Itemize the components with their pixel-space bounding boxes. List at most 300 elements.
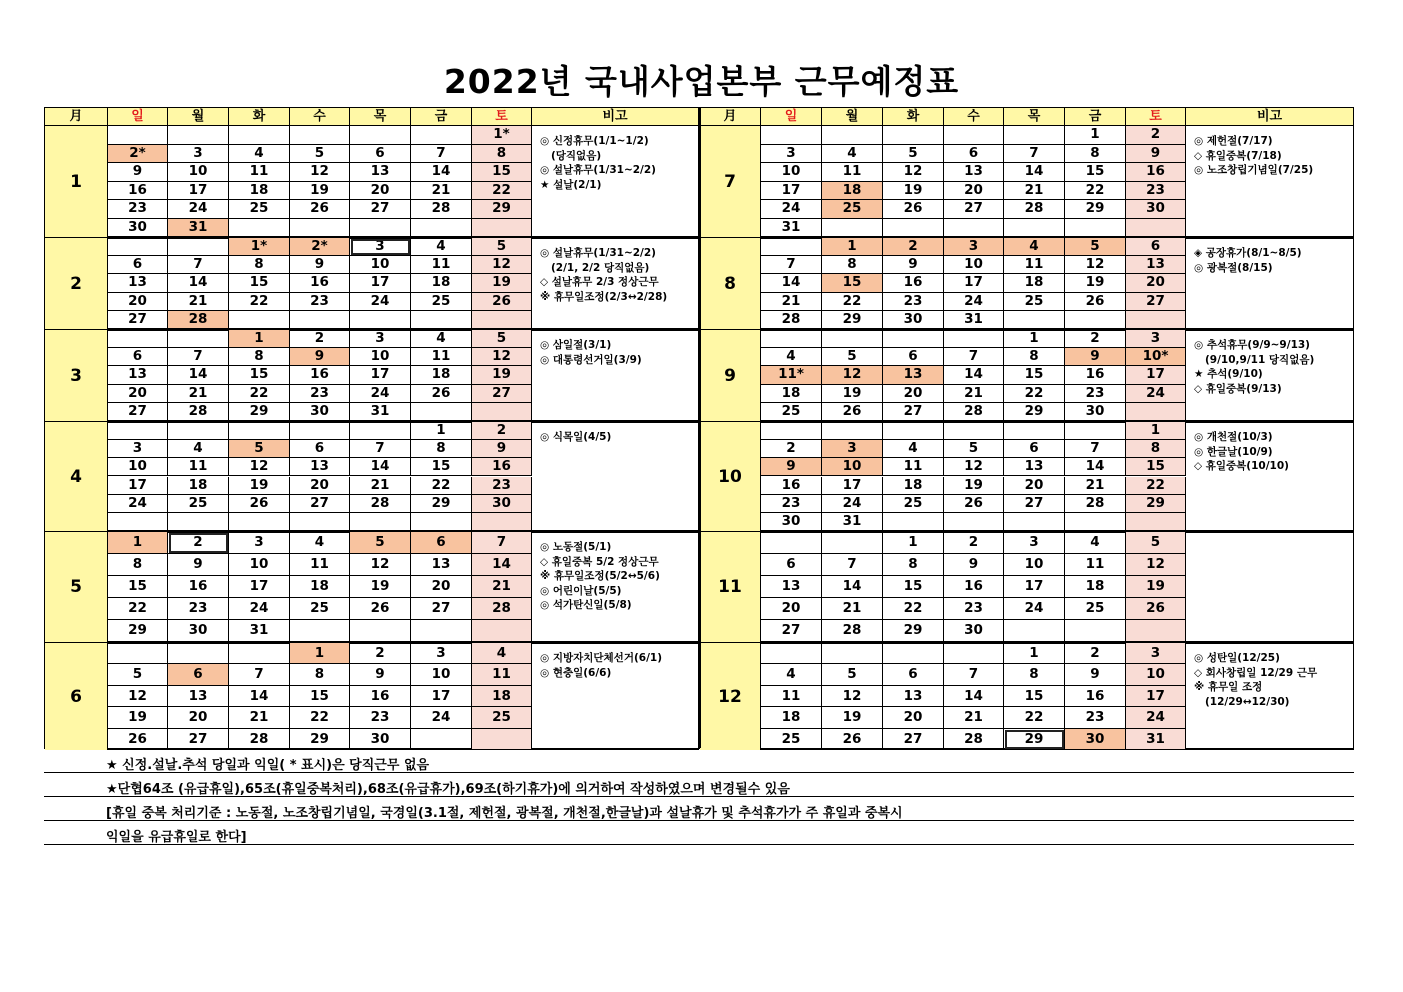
empty-cell [290,620,350,642]
day-cell: 27 [1004,495,1065,513]
day-cell: 17 [1126,686,1186,707]
day-cell: 8 [472,145,532,164]
day-cell: 6 [883,348,944,366]
day-cell: 4 [822,145,883,164]
day-cell: 13 [108,366,168,384]
day-cell: 22 [883,598,944,620]
header-fri-left: 금 [411,108,472,126]
day-cell: 23 [761,495,822,513]
day-cell: 28 [944,729,1004,750]
day-cell: 9 [761,458,822,476]
header-mon-right: 월 [822,108,883,126]
day-cell: 14 [822,576,883,598]
day-cell: 14 [168,274,229,292]
empty-cell [108,330,168,348]
day-cell: 2 [350,643,411,664]
day-cell: 5 [472,330,532,348]
day-cell: 6 [108,256,168,274]
day-cell: 30 [108,219,168,238]
day-cell: 20 [108,385,168,403]
day-cell: 13 [290,458,350,476]
day-cell: 21 [761,293,822,311]
empty-cell [1004,219,1065,238]
day-cell: 17 [411,686,472,707]
day-cell: 9 [472,440,532,458]
day-cell: 15 [1126,458,1186,476]
day-cell: 22 [411,477,472,495]
empty-cell [1126,403,1186,421]
empty-cell [229,311,290,329]
empty-cell [822,532,883,554]
day-cell: 7 [472,532,532,554]
day-cell: 26 [1065,293,1126,311]
day-cell: 25 [761,729,822,750]
empty-cell [290,311,350,329]
day-cell: 1* [472,126,532,145]
day-cell: 16 [1065,686,1126,707]
day-cell: 18 [1065,576,1126,598]
day-cell: 18 [822,182,883,201]
footer-line-1: ★ 신정.설날.추석 당일과 익일( * 표시)은 당직근무 없음 [106,758,430,773]
month-label-1: 1 [45,126,108,237]
day-cell: 24 [350,293,411,311]
header-sat-right: 토 [1126,108,1186,126]
header-mon-left: 월 [168,108,229,126]
day-cell: 29 [883,620,944,642]
day-cell: 27 [944,200,1004,219]
day-cell: 27 [1126,293,1186,311]
day-cell: 24 [350,385,411,403]
day-cell: 20 [883,385,944,403]
empty-cell [761,238,822,256]
day-cell: 13 [1126,256,1186,274]
day-cell: 13 [883,366,944,384]
day-cell: 16 [290,366,350,384]
day-cell: 26 [822,403,883,421]
day-cell: 6 [1126,238,1186,256]
day-cell: 25 [290,598,350,620]
day-cell: 23 [290,385,350,403]
day-cell: 20 [350,182,411,201]
day-cell: 21 [168,385,229,403]
day-cell: 18 [761,385,822,403]
day-cell: 30 [761,513,822,531]
day-cell: 5 [108,664,168,685]
footer-row [44,750,1354,773]
empty-cell [350,219,411,238]
day-cell: 1 [883,532,944,554]
day-cell: 25 [822,200,883,219]
day-cell: 28 [411,200,472,219]
day-cell: 26 [883,200,944,219]
day-cell: 10 [411,664,472,685]
empty-cell [411,311,472,329]
empty-cell [229,219,290,238]
day-cell: 16 [290,274,350,292]
day-cell: 4 [761,348,822,366]
empty-cell [944,643,1004,664]
day-cell: 7 [761,256,822,274]
day-cell: 25 [883,495,944,513]
day-cell: 16 [761,477,822,495]
day-cell: 21 [944,707,1004,728]
empty-cell [168,422,229,440]
day-cell: 16 [1126,163,1186,182]
day-cell: 27 [350,200,411,219]
day-cell: 11 [229,163,290,182]
header-note-left: 비고 [532,108,699,126]
day-cell: 14 [1065,458,1126,476]
day-cell: 9 [290,256,350,274]
empty-cell [822,422,883,440]
day-cell: 7 [1065,440,1126,458]
day-cell: 26 [944,495,1004,513]
day-cell: 7 [1004,145,1065,164]
day-cell: 19 [883,182,944,201]
day-cell: 28 [944,403,1004,421]
day-cell: 20 [290,477,350,495]
empty-cell [1004,620,1065,642]
day-cell: 28 [472,598,532,620]
day-cell: 23 [944,598,1004,620]
month-notes-3: ◎ 삼일절(3/1) ◎ 대통령선거일(3/9) [532,330,699,421]
day-cell: 18 [168,477,229,495]
day-cell: 28 [822,620,883,642]
empty-cell [1004,513,1065,531]
day-cell: 14 [168,366,229,384]
month-label-2: 2 [45,238,108,329]
day-cell: 9 [1126,145,1186,164]
day-cell: 23 [883,293,944,311]
day-cell: 2* [290,238,350,256]
empty-cell [472,403,532,421]
day-cell: 10 [822,458,883,476]
month-label-12: 12 [700,643,761,750]
day-cell: 24 [411,707,472,728]
empty-cell [883,422,944,440]
month-label-6: 6 [45,643,108,750]
empty-cell [1004,126,1065,145]
day-cell: 5 [822,348,883,366]
month-label-7: 7 [700,126,761,237]
day-cell: 22 [822,293,883,311]
day-cell: 10 [761,163,822,182]
day-cell: 31 [1126,729,1186,750]
day-cell: 8 [229,348,290,366]
day-cell: 6 [290,440,350,458]
day-cell: 20 [168,707,229,728]
empty-cell [822,126,883,145]
day-cell: 1 [822,238,883,256]
day-cell: 19 [290,182,350,201]
day-cell: 9 [1065,348,1126,366]
month-notes-9: ◎ 추석휴무(9/9~9/13) (9/10,9/11 당직없음) ★ 추석(9/10) ◇ 휴일중복(9/13) [1186,330,1354,421]
day-cell: 12 [290,163,350,182]
day-cell: 23 [1065,707,1126,728]
empty-cell [411,219,472,238]
day-cell: 29 [1065,200,1126,219]
day-cell: 18 [761,707,822,728]
day-cell: 19 [108,707,168,728]
empty-cell [1126,620,1186,642]
day-cell: 16 [1065,366,1126,384]
day-cell: 31 [229,620,290,642]
day-cell: 10 [350,348,411,366]
header-sun-left: 일 [108,108,168,126]
day-cell: 1 [1004,330,1065,348]
day-cell: 23 [108,200,168,219]
day-cell: 28 [350,495,411,513]
month-label-9: 9 [700,330,761,421]
day-cell: 8 [822,256,883,274]
day-cell: 7 [168,348,229,366]
month-label-10: 10 [700,422,761,531]
day-cell: 4 [761,664,822,685]
day-cell: 15 [108,576,168,598]
day-cell: 28 [1065,495,1126,513]
day-cell: 31 [822,513,883,531]
empty-cell [411,513,472,531]
day-cell: 2 [472,422,532,440]
day-cell: 2 [1065,330,1126,348]
day-cell: 4 [472,643,532,664]
empty-cell [761,126,822,145]
day-cell: 29 [290,729,350,750]
day-cell: 21 [472,576,532,598]
empty-cell [822,330,883,348]
day-cell: 22 [108,598,168,620]
day-cell: 15 [290,686,350,707]
day-cell: 28 [1004,200,1065,219]
day-cell: 3 [229,532,290,554]
empty-cell [883,126,944,145]
footer-row [44,822,1354,845]
day-cell: 17 [1126,366,1186,384]
month-label-3: 3 [45,330,108,421]
day-cell: 22 [1126,477,1186,495]
day-cell: 19 [1126,576,1186,598]
day-cell: 27 [883,403,944,421]
day-cell: 7 [944,348,1004,366]
empty-cell [168,643,229,664]
empty-cell [350,620,411,642]
month-notes-11 [1186,532,1354,642]
day-cell: 21 [1004,182,1065,201]
day-cell: 18 [411,366,472,384]
day-cell: 22 [229,293,290,311]
day-cell: 22 [229,385,290,403]
day-cell: 11 [290,554,350,576]
day-cell: 13 [350,163,411,182]
day-cell: 15 [883,576,944,598]
day-cell: 27 [761,620,822,642]
empty-cell [1126,311,1186,329]
day-cell: 26 [472,293,532,311]
day-cell: 16 [472,458,532,476]
day-cell: 1 [108,532,168,554]
day-cell: 27 [108,311,168,329]
day-cell: 3 [168,145,229,164]
day-cell: 15 [229,366,290,384]
month-label-4: 4 [45,422,108,531]
day-cell: 3 [761,145,822,164]
day-cell: 18 [411,274,472,292]
day-cell: 8 [290,664,350,685]
empty-cell [472,219,532,238]
empty-cell [1004,311,1065,329]
month-notes-8: ◈ 공장휴가(8/1~8/5) ◎ 광복절(8/15) [1186,238,1354,329]
day-cell: 17 [1004,576,1065,598]
empty-cell [761,532,822,554]
day-cell: 2 [761,440,822,458]
day-cell: 24 [168,200,229,219]
day-cell: 2 [290,330,350,348]
empty-cell [108,238,168,256]
day-cell: 28 [168,311,229,329]
day-cell: 9 [350,664,411,685]
day-cell: 3 [108,440,168,458]
day-cell: 3 [350,330,411,348]
day-cell: 20 [1126,274,1186,292]
day-cell: 24 [1126,385,1186,403]
day-cell: 8 [108,554,168,576]
day-cell: 26 [108,729,168,750]
day-cell: 17 [350,366,411,384]
day-cell: 29 [411,495,472,513]
work-schedule-calendar [44,107,1354,749]
day-cell: 21 [944,385,1004,403]
empty-cell [229,126,290,145]
empty-cell [350,422,411,440]
day-cell: 6 [1004,440,1065,458]
day-cell: 11 [822,163,883,182]
day-cell: 1* [229,238,290,256]
day-cell: 3 [350,238,411,256]
day-cell: 22 [472,182,532,201]
day-cell: 18 [229,182,290,201]
month-label-5: 5 [45,532,108,642]
day-cell: 5 [290,145,350,164]
header-month-left: 月 [45,108,108,126]
day-cell: 28 [168,403,229,421]
day-cell: 20 [944,182,1004,201]
day-cell: 21 [168,293,229,311]
day-cell: 8 [411,440,472,458]
day-cell: 23 [350,707,411,728]
day-cell: 14 [411,163,472,182]
day-cell: 20 [1004,477,1065,495]
day-cell: 7 [822,554,883,576]
day-cell: 10 [168,163,229,182]
day-cell: 9 [944,554,1004,576]
day-cell: 15 [472,163,532,182]
day-cell: 12 [1065,256,1126,274]
day-cell: 23 [1065,385,1126,403]
day-cell: 17 [761,182,822,201]
day-cell: 2 [1126,126,1186,145]
day-cell: 13 [1004,458,1065,476]
day-cell: 29 [1004,403,1065,421]
day-cell: 5 [229,440,290,458]
day-cell: 6 [883,664,944,685]
empty-cell [411,126,472,145]
header-month-right: 月 [700,108,761,126]
day-cell: 9 [108,163,168,182]
day-cell: 16 [350,686,411,707]
day-cell: 29 [229,403,290,421]
day-cell: 25 [168,495,229,513]
empty-cell [350,311,411,329]
day-cell: 14 [761,274,822,292]
empty-cell [290,513,350,531]
footer-row [44,798,1354,821]
day-cell: 11* [761,366,822,384]
day-cell: 21 [822,598,883,620]
day-cell: 3 [1004,532,1065,554]
day-cell: 19 [822,707,883,728]
day-cell: 16 [944,576,1004,598]
day-cell: 10 [944,256,1004,274]
day-cell: 19 [944,477,1004,495]
day-cell: 30 [350,729,411,750]
day-cell: 24 [1004,598,1065,620]
day-cell: 2 [1065,643,1126,664]
day-cell: 24 [761,200,822,219]
header-note-right: 비고 [1186,108,1354,126]
empty-cell [1004,422,1065,440]
day-cell: 19 [229,477,290,495]
day-cell: 12 [1126,554,1186,576]
header-sun-right: 일 [761,108,822,126]
empty-cell [944,219,1004,238]
day-cell: 24 [229,598,290,620]
day-cell: 17 [822,477,883,495]
day-cell: 4 [1004,238,1065,256]
day-cell: 24 [108,495,168,513]
day-cell: 31 [350,403,411,421]
footer-row [44,774,1354,797]
day-cell: 15 [1065,163,1126,182]
page-title: 2022년 국내사업본부 근무예정표 [443,62,960,101]
day-cell: 7 [411,145,472,164]
day-cell: 30 [1065,403,1126,421]
day-cell: 26 [229,495,290,513]
day-cell: 4 [1065,532,1126,554]
day-cell: 2 [168,532,229,554]
month-notes-12: ◎ 성탄일(12/25) ◇ 회사창립일 12/29 근무 ※ 휴무일 조정 (12/29↔12/30) [1186,643,1354,750]
day-cell: 10* [1126,348,1186,366]
empty-cell [1065,311,1126,329]
day-cell: 5 [883,145,944,164]
day-cell: 9 [290,348,350,366]
day-cell: 12 [883,163,944,182]
day-cell: 6 [944,145,1004,164]
empty-cell [1126,513,1186,531]
empty-cell [883,219,944,238]
day-cell: 28 [229,729,290,750]
day-cell: 17 [229,576,290,598]
month-label-11: 11 [700,532,761,642]
empty-cell [944,126,1004,145]
day-cell: 25 [1004,293,1065,311]
day-cell: 11 [472,664,532,685]
day-cell: 16 [108,182,168,201]
day-cell: 30 [168,620,229,642]
day-cell: 24 [822,495,883,513]
day-cell: 9 [168,554,229,576]
month-notes-4: ◎ 식목일(4/5) [532,422,699,531]
day-cell: 24 [1126,707,1186,728]
